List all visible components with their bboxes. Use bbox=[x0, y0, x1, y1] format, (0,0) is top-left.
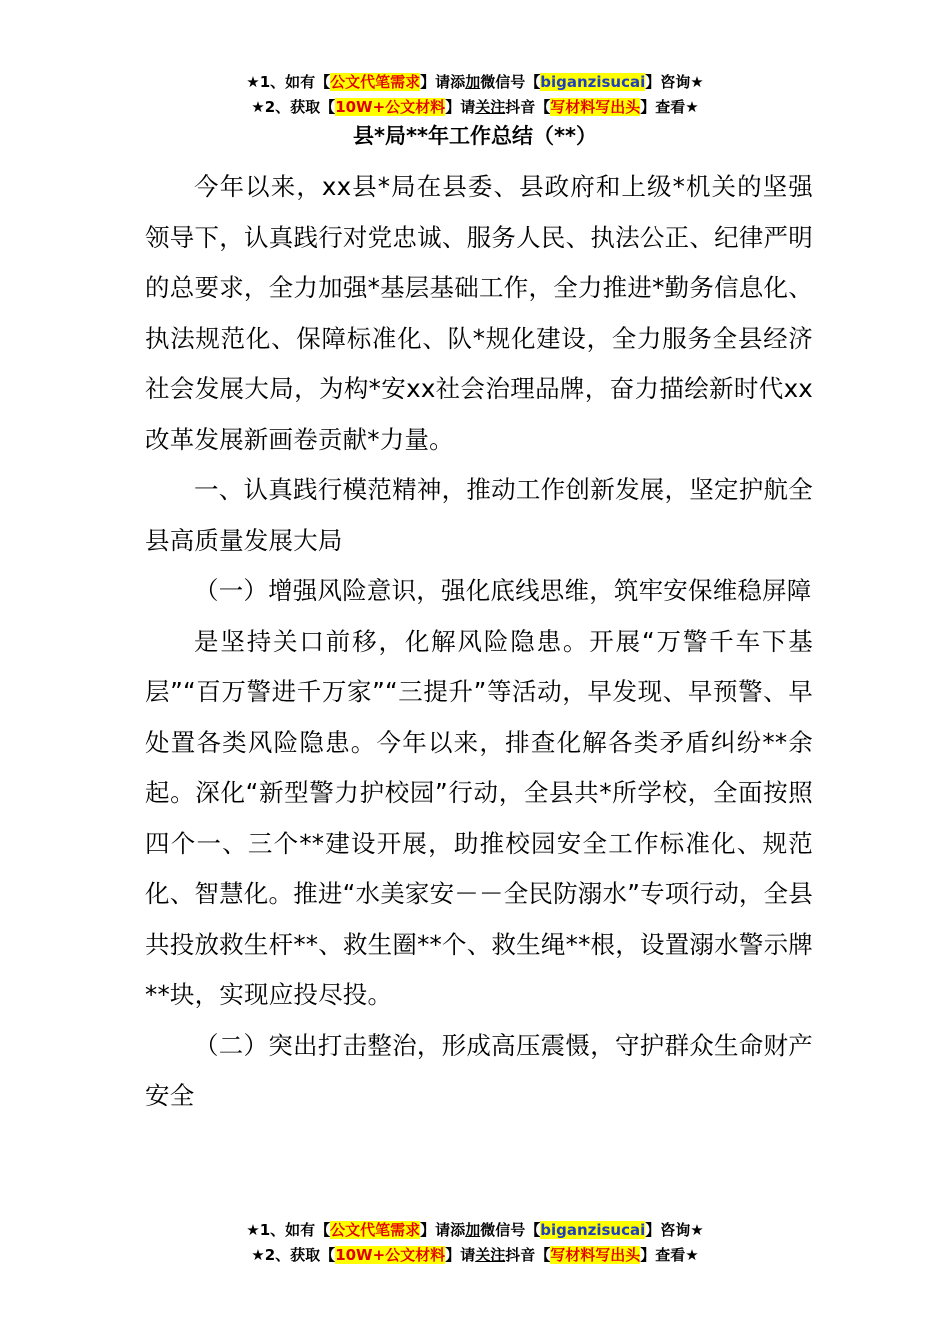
banner-line-2: ★2、获取【10W+公文材料】请关注抖音【写材料写出头】查看★ bbox=[251, 1246, 699, 1264]
highlight-wechat-id: biganzisucai bbox=[540, 73, 646, 91]
highlight-service: 公文代笔需求 bbox=[330, 1221, 421, 1239]
highlight-douyin: 写材料写出头 bbox=[550, 98, 641, 116]
highlight-wechat-id: biganzisucai bbox=[540, 1221, 646, 1239]
highlight-douyin: 写材料写出头 bbox=[550, 1246, 641, 1264]
section-heading: 一、认真践行模范精神，推动工作创新发展，坚定护航全县高质量发展大局 bbox=[145, 475, 813, 555]
highlight-materials: 10W+公文材料 bbox=[335, 1246, 446, 1264]
top-banner bbox=[0, 70, 950, 120]
paragraph: 是坚持关口前移，化解风险隐患。开展“万警千车下基层”“百万警进千万家”“三提升”等活动，早发现、早预警、早处置各类风险隐患。今年以来，排查化解各类矛盾纠纷**余起。深化“新型警力护校园”行动，全县共*所学校，全面按照四个一、三个**建设开展，助推校园安全工作标准化、规范化、智慧化。推进“水美家安－－全民防溺水”专项行动，全县共投放救生杆**、救生圈**个、救生绳**根，设置溺水警示牌**块，实现应投尽投。 bbox=[145, 626, 813, 1009]
banner-line-1: ★1、如有【公文代笔需求】请添加微信号【biganzisucai】咨询★ bbox=[246, 73, 704, 91]
banner-line-1: ★1、如有【公文代笔需求】请添加微信号【biganzisucai】咨询★ bbox=[246, 1221, 704, 1239]
bottom-banner bbox=[0, 1218, 950, 1268]
document-title: 县*局**年工作总结（**） bbox=[353, 124, 597, 148]
highlight-service: 公文代笔需求 bbox=[330, 73, 421, 91]
subsection-heading: （一）增强风险意识，强化底线思维，筑牢安保维稳屏障 bbox=[194, 576, 812, 605]
subsection-heading: （二）突出打击整治，形成高压震慑，守护群众生命财产安全 bbox=[145, 1030, 813, 1110]
highlight-materials: 10W+公文材料 bbox=[335, 98, 446, 116]
paragraph: 今年以来，xx县*局在县委、县政府和上级*机关的坚强领导下，认真践行对党忠诚、服务人民、执法公正、纪律严明的总要求，全力加强*基层基础工作，全力推进*勤务信息化、执法规范化、保障标准化、队*规化建设，全力服务全县经济社会发展大局，为构*安xx社会治理品牌，奋力描绘新时代xx改革发展新画卷贡献*力量。 bbox=[145, 172, 813, 454]
banner-line-2: ★2、获取【10W+公文材料】请关注抖音【写材料写出头】查看★ bbox=[251, 98, 699, 116]
document-body bbox=[145, 162, 813, 1122]
